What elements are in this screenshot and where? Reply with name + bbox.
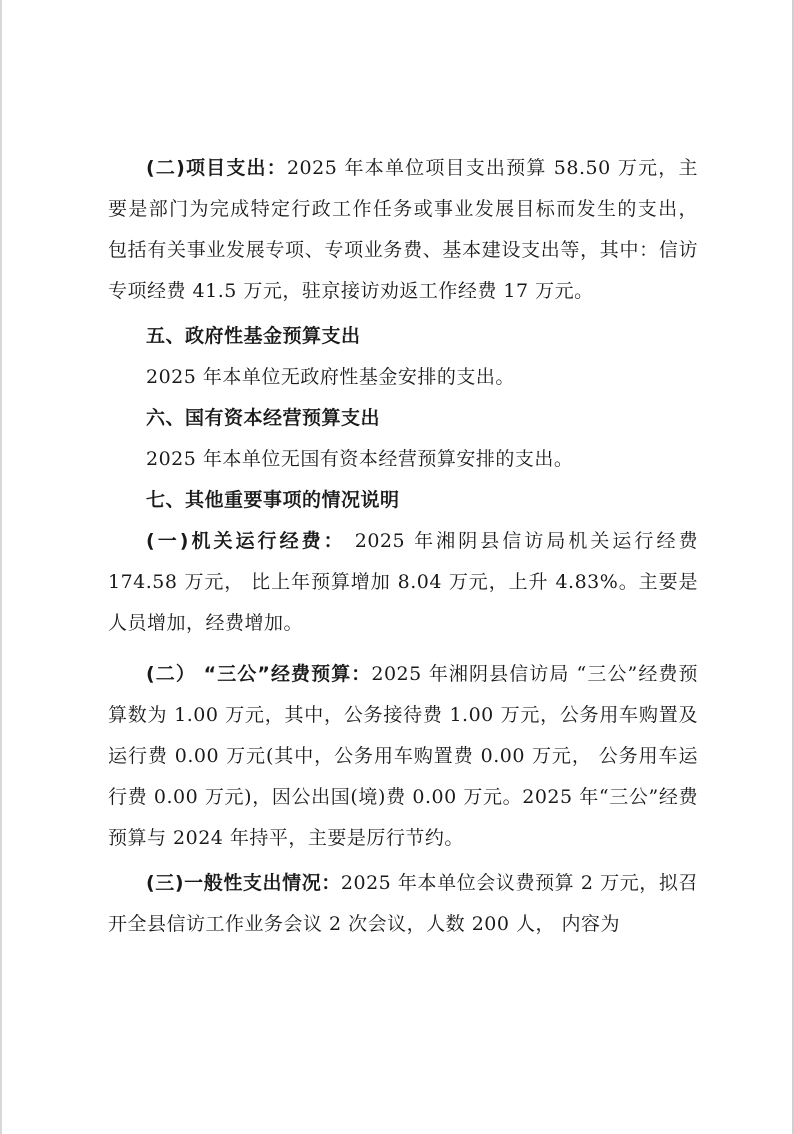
paragraph-text: 2025 年湘阴县信访局 “三公”经费预算数为 1.00 万元，其中，公务接待费 1.00 万元，公务用车购置及运行费 0.00 万元(其中，公务用车购置费 0.00 万元， 公务用车运行费 0.00 万元)，因公出国(境)费 0.00 万元。2025 年“三公”经费预算与 2024 年持平，主要是厉行节约。 bbox=[108, 663, 698, 849]
paragraph-text: 2025 年湘阴县信访局机关运行经费 174.58 万元， 比上年预算增加 8.04 万元，上升 4.83%。主要是人员增加，经费增加。 bbox=[108, 530, 698, 634]
paragraph-operating-expenses bbox=[108, 521, 698, 644]
paragraph-text: 2025 年本单位会议费预算 2 万元，拟召开全县信访工作业务会议 2 次会议，人数 200 人， 内容为 bbox=[108, 872, 699, 935]
paragraph-text: 2025 年本单位项目支出预算 58.50 万元，主要是部门为完成特定行政工作任务或事业发展目标而发生的支出， 包括有关事业发展专项、专项业务费、基本建设支出等，其中：信访专项经费 41.5 万元，驻京接访劝返工作经费 17 万元。 bbox=[108, 157, 698, 302]
paragraph-general-expenditure bbox=[108, 863, 698, 945]
paragraph-label: (三)一般性支出情况： bbox=[146, 872, 341, 894]
paragraph-label: (一)机关运行经费： bbox=[146, 530, 346, 552]
paragraph-label: (二)项目支出： bbox=[146, 157, 287, 179]
heading-government-fund: 五、政府性基金预算支出 bbox=[146, 325, 361, 347]
paragraph-project-expenditure bbox=[108, 148, 698, 312]
heading-state-capital: 六、国有资本经营预算支出 bbox=[146, 407, 381, 429]
paragraph-three-public-expenses bbox=[108, 654, 698, 859]
heading-other-matters: 七、其他重要事项的情况说明 bbox=[146, 489, 400, 511]
paragraph-government-fund: 2025 年本单位无政府性基金安排的支出。 bbox=[146, 366, 515, 388]
document-body bbox=[108, 148, 698, 945]
paragraph-label: (二） “三公”经费预算： bbox=[146, 663, 372, 685]
paragraph-state-capital: 2025 年本单位无国有资本经营预算安排的支出。 bbox=[146, 448, 574, 470]
